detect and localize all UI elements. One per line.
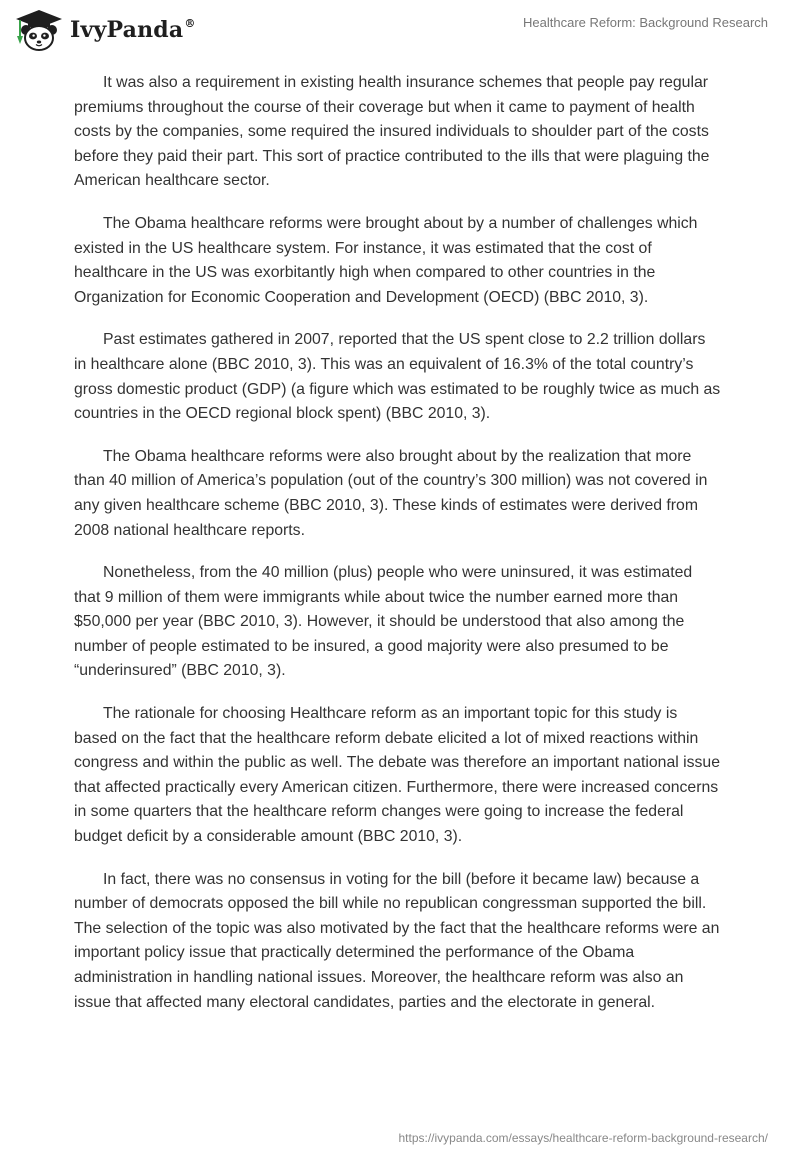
source-url[interactable]: https://ivypanda.com/essays/healthcare-reform-background-research/ [398,1131,768,1145]
paragraph: In fact, there was no consensus in voting for the bill (before it became law) because a number of democrats opposed the bill while no republican congressman supported the bill. The selection of the topic was also motivated by the fact that the healthcare reforms were an important policy issue that practically determined the performance of the Obama administration in handling national issues. Moreover, the healthcare reform was also an issue that affected many electoral candidates, parties and the electorate in general. [74,870,720,1011]
document-title: Healthcare Reform: Background Research [523,15,768,30]
ivypanda-logo[interactable] [14,8,196,52]
paragraph: Nonetheless, from the 40 million (plus) people who were uninsured, it was estimated that 9 million of them were immigrants while about twice the number earned more than $50,000 per year (BBC 2010, 3). However, it should be understood that also among the number of people estimated to be insured, a good majority were also presumed to be “underinsured” (BBC 2010, 3). [74,564,693,680]
panda-graduation-cap-icon [14,8,64,52]
paragraph: Past estimates gathered in 2007, reported that the US spent close to 2.2 trillion dollars in healthcare alone (BBC 2010, 3). This was an equivalent of 16.3% of the total country’s gross domestic product (GDP) (a figure which was estimated to be roughly twice as much as countries in the OECD regional block spent) (BBC 2010, 3). [74,331,721,423]
paragraph: The Obama healthcare reforms were brought about by a number of challenges which existed in the US healthcare system. For instance, it was estimated that the cost of healthcare in the US was exorbitantly high when compared to other countries in the Organization for Economic Cooperation and Development (OECD) (BBC 2010, 3). [74,214,698,306]
paragraph: The Obama healthcare reforms were also brought about by the realization that more than 40 million of America’s population (out of the country’s 300 million) was not covered in any given healthcare scheme (BBC 2010, 3). These kinds of estimates were derived from 2008 national healthcare reports. [74,447,708,539]
brand-name [70,17,196,43]
brand-name-text: IvyPanda [70,17,184,43]
paragraph: It was also a requirement in existing health insurance schemes that people pay regular premiums throughout the course of their coverage but when it came to payment of health costs by the companies, some required the insured individuals to shoulder part of the costs before they paid their part. This sort of practice contributed to the ills that were plaguing the American healthcare sector. [74,74,710,190]
page-header [0,0,800,64]
paragraph: The rationale for choosing Healthcare reform as an important topic for this study is based on the fact that the healthcare reform debate elicited a lot of mixed reactions within congress and within the public as well. The debate was therefore an important national issue that affected practically every American citizen. Furthermore, there were increased concerns in some quarters that the healthcare reform changes were going to increase the federal budget deficit by a considerable amount (BBC 2010, 3). [74,705,721,846]
registered-mark: ® [184,16,196,30]
essay-body [74,71,722,1033]
